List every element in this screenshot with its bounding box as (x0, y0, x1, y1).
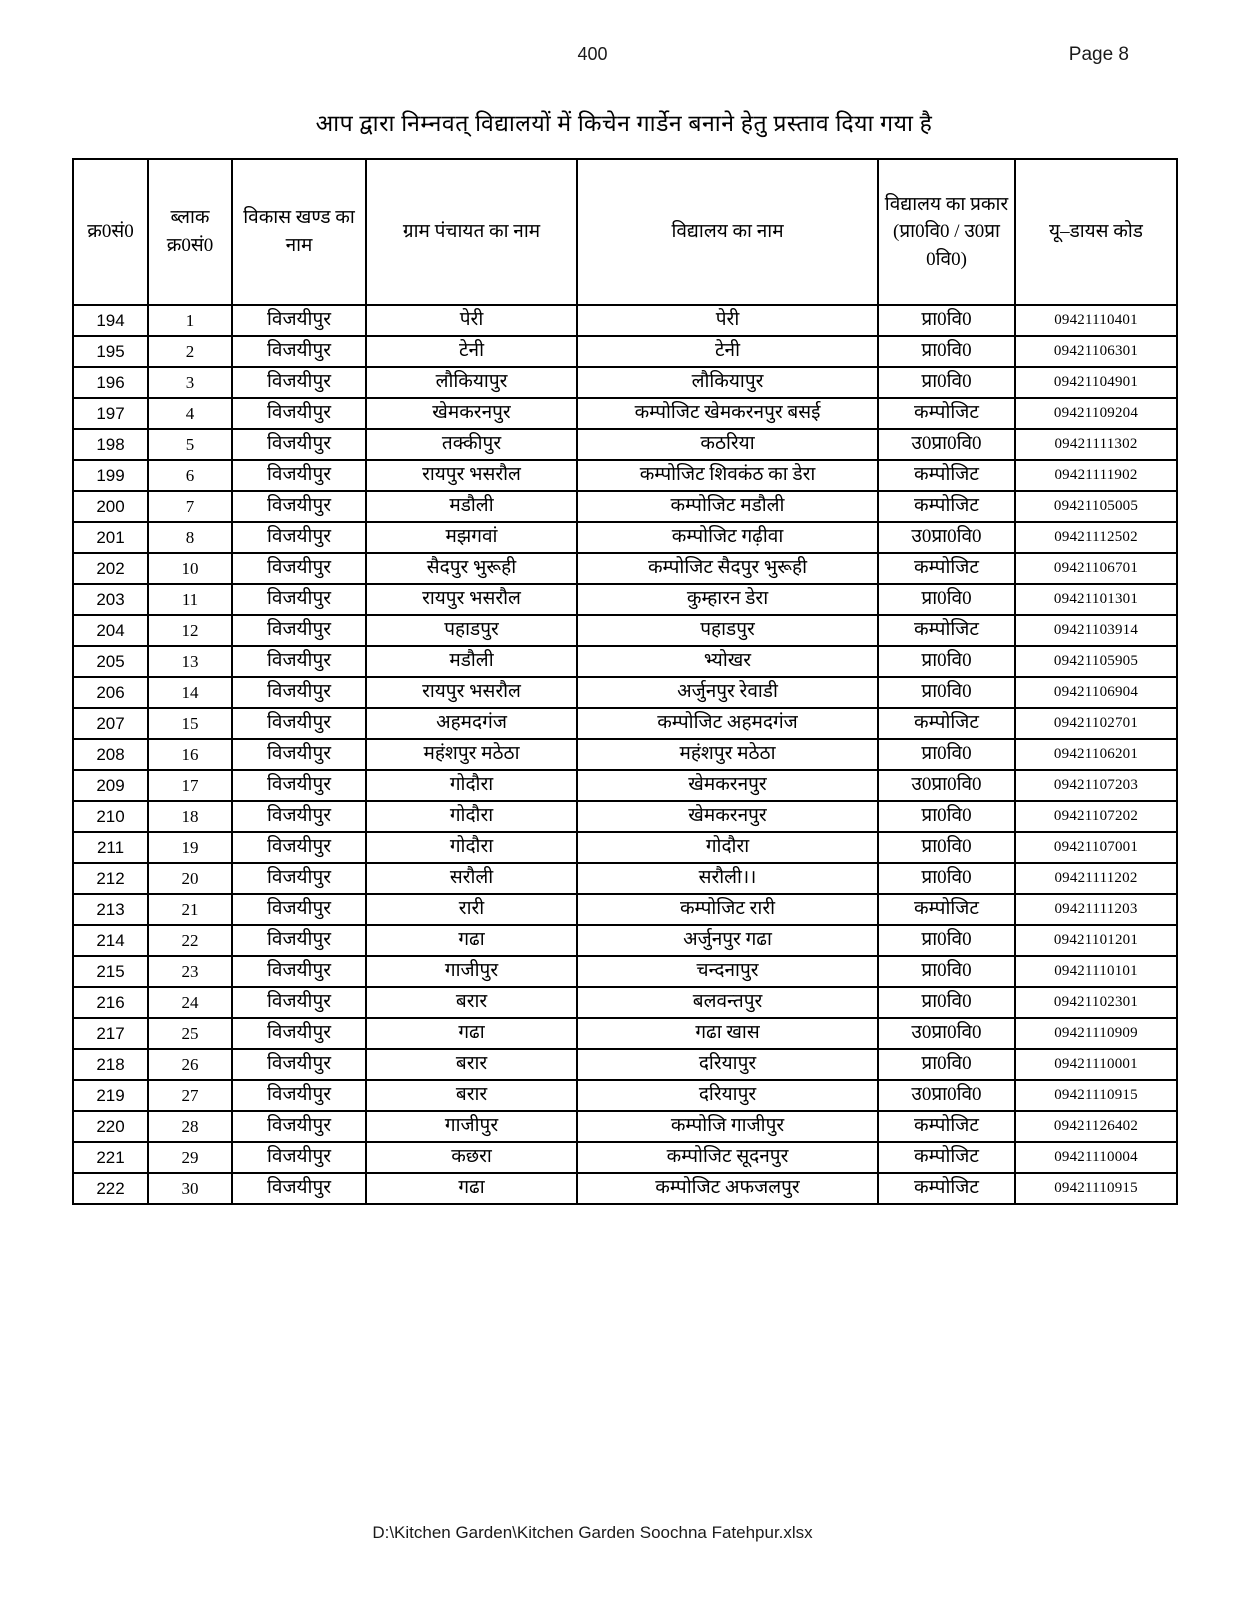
cell-school-name: गोदौरा (577, 832, 878, 863)
cell-gram-panchayat-name: गाजीपुर (366, 1111, 577, 1142)
cell-serial-no: 204 (73, 615, 148, 646)
cell-school-type: प्रा0वि0 (878, 956, 1015, 987)
cell-serial-no: 202 (73, 553, 148, 584)
cell-gram-panchayat-name: सरौली (366, 863, 577, 894)
cell-gram-panchayat-name: लौकियापुर (366, 367, 577, 398)
table-row (73, 522, 1177, 553)
cell-block-serial-no: 4 (148, 398, 232, 429)
cell-udise-code: 09421101201 (1015, 925, 1177, 956)
cell-block-name: विजयीपुर (232, 708, 366, 739)
cell-serial-no: 209 (73, 770, 148, 801)
cell-gram-panchayat-name: गाजीपुर (366, 956, 577, 987)
cell-school-type: प्रा0वि0 (878, 832, 1015, 863)
table-row (73, 770, 1177, 801)
cell-gram-panchayat-name: पहाडपुर (366, 615, 577, 646)
table-row (73, 1018, 1177, 1049)
cell-serial-no: 217 (73, 1018, 148, 1049)
cell-udise-code: 09421102301 (1015, 987, 1177, 1018)
cell-school-type: कम्पोजिट (878, 1111, 1015, 1142)
cell-school-type: उ0प्रा0वि0 (878, 1080, 1015, 1111)
cell-gram-panchayat-name: रायपुर भसरौल (366, 584, 577, 615)
cell-block-name: विजयीपुर (232, 460, 366, 491)
table-row (73, 1049, 1177, 1080)
cell-udise-code: 09421110909 (1015, 1018, 1177, 1049)
cell-school-type: उ0प्रा0वि0 (878, 429, 1015, 460)
cell-udise-code: 09421102701 (1015, 708, 1177, 739)
cell-block-name: विजयीपुर (232, 336, 366, 367)
cell-block-name: विजयीपुर (232, 801, 366, 832)
cell-gram-panchayat-name: गढा (366, 1173, 577, 1204)
cell-block-serial-no: 28 (148, 1111, 232, 1142)
cell-school-type: प्रा0वि0 (878, 1049, 1015, 1080)
cell-block-serial-no: 17 (148, 770, 232, 801)
cell-udise-code: 09421111902 (1015, 460, 1177, 491)
cell-block-serial-no: 5 (148, 429, 232, 460)
cell-block-serial-no: 18 (148, 801, 232, 832)
cell-block-serial-no: 13 (148, 646, 232, 677)
cell-udise-code: 09421110915 (1015, 1173, 1177, 1204)
cell-block-serial-no: 6 (148, 460, 232, 491)
cell-block-serial-no: 14 (148, 677, 232, 708)
column-header-school-type: विद्यालय का प्रकार (प्रा0वि0 / उ0प्रा 0वि0) (878, 159, 1015, 305)
cell-serial-no: 201 (73, 522, 148, 553)
cell-gram-panchayat-name: महंशपुर मठेठा (366, 739, 577, 770)
cell-serial-no: 208 (73, 739, 148, 770)
cell-gram-panchayat-name: खेमकरनपुर (366, 398, 577, 429)
cell-serial-no: 200 (73, 491, 148, 522)
cell-block-name: विजयीपुर (232, 832, 366, 863)
cell-school-name: पहाडपुर (577, 615, 878, 646)
cell-udise-code: 09421112502 (1015, 522, 1177, 553)
cell-block-serial-no: 2 (148, 336, 232, 367)
cell-school-type: कम्पोजिट (878, 553, 1015, 584)
cell-school-type: प्रा0वि0 (878, 336, 1015, 367)
cell-school-type: प्रा0वि0 (878, 584, 1015, 615)
cell-school-type: प्रा0वि0 (878, 987, 1015, 1018)
cell-school-name: कम्पोजिट सूदनपुर (577, 1142, 878, 1173)
cell-school-type: कम्पोजिट (878, 398, 1015, 429)
cell-block-serial-no: 3 (148, 367, 232, 398)
cell-gram-panchayat-name: टेनी (366, 336, 577, 367)
cell-udise-code: 09421106301 (1015, 336, 1177, 367)
cell-school-type: प्रा0वि0 (878, 801, 1015, 832)
table-row (73, 460, 1177, 491)
cell-school-type: कम्पोजिट (878, 894, 1015, 925)
cell-school-name: भ्योखर (577, 646, 878, 677)
cell-block-serial-no: 29 (148, 1142, 232, 1173)
cell-udise-code: 09421126402 (1015, 1111, 1177, 1142)
cell-school-type: प्रा0वि0 (878, 305, 1015, 336)
table-row (73, 987, 1177, 1018)
cell-block-name: विजयीपुर (232, 305, 366, 336)
cell-gram-panchayat-name: गोदौरा (366, 801, 577, 832)
cell-gram-panchayat-name: गढा (366, 1018, 577, 1049)
cell-block-serial-no: 11 (148, 584, 232, 615)
cell-school-name: महंशपुर मठेठा (577, 739, 878, 770)
cell-block-serial-no: 8 (148, 522, 232, 553)
cell-block-name: विजयीपुर (232, 1018, 366, 1049)
cell-udise-code: 09421107203 (1015, 770, 1177, 801)
cell-udise-code: 09421101301 (1015, 584, 1177, 615)
cell-block-name: विजयीपुर (232, 677, 366, 708)
cell-school-type: प्रा0वि0 (878, 925, 1015, 956)
cell-gram-panchayat-name: गोदौरा (366, 832, 577, 863)
cell-gram-panchayat-name: रारी (366, 894, 577, 925)
column-header-school-name: विद्यालय का नाम (577, 159, 878, 305)
cell-serial-no: 206 (73, 677, 148, 708)
cell-serial-no: 220 (73, 1111, 148, 1142)
table-row (73, 491, 1177, 522)
cell-gram-panchayat-name: बरार (366, 987, 577, 1018)
table-row (73, 1142, 1177, 1173)
cell-udise-code: 09421107001 (1015, 832, 1177, 863)
cell-school-name: कुम्हारन डेरा (577, 584, 878, 615)
cell-block-name: विजयीपुर (232, 429, 366, 460)
cell-serial-no: 211 (73, 832, 148, 863)
column-header-block-name: विकास खण्ड का नाम (232, 159, 366, 305)
cell-udise-code: 09421111302 (1015, 429, 1177, 460)
cell-school-type: कम्पोजिट (878, 1173, 1015, 1204)
cell-school-name: पेरी (577, 305, 878, 336)
cell-school-name: कम्पोजिट अफजलपुर (577, 1173, 878, 1204)
cell-school-name: दरियापुर (577, 1049, 878, 1080)
page-header (0, 44, 1237, 70)
table-row (73, 615, 1177, 646)
cell-school-type: कम्पोजिट (878, 708, 1015, 739)
cell-block-serial-no: 20 (148, 863, 232, 894)
cell-udise-code: 09421104901 (1015, 367, 1177, 398)
cell-block-serial-no: 26 (148, 1049, 232, 1080)
cell-block-serial-no: 15 (148, 708, 232, 739)
cell-block-name: विजयीपुर (232, 553, 366, 584)
cell-udise-code: 09421105905 (1015, 646, 1177, 677)
cell-gram-panchayat-name: मझगवां (366, 522, 577, 553)
cell-gram-panchayat-name: बरार (366, 1049, 577, 1080)
column-header-block-serial-no: ब्लाक क्र0सं0 (148, 159, 232, 305)
cell-gram-panchayat-name: गढा (366, 925, 577, 956)
cell-school-type: प्रा0वि0 (878, 367, 1015, 398)
cell-school-name: अर्जुनपुर गढा (577, 925, 878, 956)
table-row (73, 429, 1177, 460)
cell-gram-panchayat-name: गोदौरा (366, 770, 577, 801)
cell-block-serial-no: 22 (148, 925, 232, 956)
cell-serial-no: 219 (73, 1080, 148, 1111)
cell-school-type: कम्पोजिट (878, 460, 1015, 491)
cell-serial-no: 214 (73, 925, 148, 956)
cell-school-name: कम्पोजिट सैदपुर भुरूही (577, 553, 878, 584)
cell-udise-code: 09421111202 (1015, 863, 1177, 894)
cell-serial-no: 198 (73, 429, 148, 460)
cell-block-name: विजयीपुर (232, 1142, 366, 1173)
cell-block-name: विजयीपुर (232, 894, 366, 925)
cell-block-serial-no: 27 (148, 1080, 232, 1111)
cell-school-type: उ0प्रा0वि0 (878, 770, 1015, 801)
cell-block-name: विजयीपुर (232, 1111, 366, 1142)
cell-udise-code: 09421106904 (1015, 677, 1177, 708)
cell-school-name: कम्पोजिट रारी (577, 894, 878, 925)
table-row (73, 1111, 1177, 1142)
cell-serial-no: 196 (73, 367, 148, 398)
table-row (73, 1080, 1177, 1111)
cell-block-name: विजयीपुर (232, 863, 366, 894)
cell-school-type: उ0प्रा0वि0 (878, 1018, 1015, 1049)
cell-school-name: कम्पोजि गाजीपुर (577, 1111, 878, 1142)
cell-school-name: कम्पोजिट अहमदगंज (577, 708, 878, 739)
table-row (73, 894, 1177, 925)
table-row (73, 739, 1177, 770)
cell-block-name: विजयीपुर (232, 1049, 366, 1080)
cell-serial-no: 205 (73, 646, 148, 677)
cell-serial-no: 215 (73, 956, 148, 987)
cell-school-name: दरियापुर (577, 1080, 878, 1111)
cell-block-name: विजयीपुर (232, 491, 366, 522)
cell-block-serial-no: 1 (148, 305, 232, 336)
cell-school-type: कम्पोजिट (878, 615, 1015, 646)
document-title: आप द्वारा निम्नवत् विद्यालयों में किचेन गार्डेन बनाने हेतु प्रस्ताव दिया गया है (315, 111, 933, 136)
cell-udise-code: 09421106201 (1015, 739, 1177, 770)
cell-gram-panchayat-name: बरार (366, 1080, 577, 1111)
table-row (73, 646, 1177, 677)
cell-block-name: विजयीपुर (232, 1080, 366, 1111)
cell-school-type: प्रा0वि0 (878, 677, 1015, 708)
cell-serial-no: 216 (73, 987, 148, 1018)
table-row (73, 1173, 1177, 1204)
cell-block-serial-no: 30 (148, 1173, 232, 1204)
cell-school-type: कम्पोजिट (878, 491, 1015, 522)
cell-block-name: विजयीपुर (232, 987, 366, 1018)
table-row (73, 925, 1177, 956)
page-count: 400 (577, 44, 608, 64)
cell-gram-panchayat-name: मडौली (366, 491, 577, 522)
cell-serial-no: 222 (73, 1173, 148, 1204)
table-row (73, 832, 1177, 863)
cell-gram-panchayat-name: सैदपुर भुरूही (366, 553, 577, 584)
cell-block-name: विजयीपुर (232, 367, 366, 398)
cell-block-name: विजयीपुर (232, 770, 366, 801)
cell-school-name: कम्पोजिट शिवकंठ का डेरा (577, 460, 878, 491)
cell-block-name: विजयीपुर (232, 956, 366, 987)
cell-block-serial-no: 10 (148, 553, 232, 584)
table-body (73, 305, 1177, 1204)
column-header-udise-code: यू–डायस कोड (1015, 159, 1177, 305)
cell-serial-no: 212 (73, 863, 148, 894)
table-row (73, 863, 1177, 894)
cell-school-name: खेमकरनपुर (577, 801, 878, 832)
cell-block-name: विजयीपुर (232, 584, 366, 615)
cell-school-name: कम्पोजिट खेमकरनपुर बसई (577, 398, 878, 429)
cell-udise-code: 09421110915 (1015, 1080, 1177, 1111)
cell-udise-code: 09421105005 (1015, 491, 1177, 522)
cell-school-name: कठरिया (577, 429, 878, 460)
cell-gram-panchayat-name: रायपुर भसरौल (366, 460, 577, 491)
cell-serial-no: 213 (73, 894, 148, 925)
file-path-footer: D:\Kitchen Garden\Kitchen Garden Soochna Fatehpur.xlsx (372, 1523, 813, 1542)
cell-udise-code: 09421106701 (1015, 553, 1177, 584)
cell-block-name: विजयीपुर (232, 398, 366, 429)
cell-school-type: प्रा0वि0 (878, 739, 1015, 770)
cell-school-type: प्रा0वि0 (878, 863, 1015, 894)
table-row (73, 584, 1177, 615)
cell-serial-no: 221 (73, 1142, 148, 1173)
table-row (73, 336, 1177, 367)
column-header-gram-panchayat-name: ग्राम पंचायत का नाम (366, 159, 577, 305)
table-row (73, 677, 1177, 708)
cell-school-name: कम्पोजिट गढ़ीवा (577, 522, 878, 553)
cell-block-serial-no: 16 (148, 739, 232, 770)
cell-block-serial-no: 12 (148, 615, 232, 646)
schools-table (72, 158, 1178, 1205)
cell-school-name: कम्पोजिट मडौली (577, 491, 878, 522)
cell-udise-code: 09421103914 (1015, 615, 1177, 646)
cell-school-name: टेनी (577, 336, 878, 367)
cell-school-name: सरौली।। (577, 863, 878, 894)
cell-gram-panchayat-name: मडौली (366, 646, 577, 677)
cell-school-type: उ0प्रा0वि0 (878, 522, 1015, 553)
page-number: Page 8 (1068, 44, 1129, 65)
cell-udise-code: 09421110101 (1015, 956, 1177, 987)
cell-block-name: विजयीपुर (232, 615, 366, 646)
cell-udise-code: 09421111203 (1015, 894, 1177, 925)
cell-serial-no: 207 (73, 708, 148, 739)
table-row (73, 801, 1177, 832)
cell-serial-no: 218 (73, 1049, 148, 1080)
cell-block-serial-no: 21 (148, 894, 232, 925)
cell-serial-no: 194 (73, 305, 148, 336)
cell-gram-panchayat-name: अहमदगंज (366, 708, 577, 739)
table-row (73, 305, 1177, 336)
cell-school-name: बलवन्तपुर (577, 987, 878, 1018)
cell-school-name: खेमकरनपुर (577, 770, 878, 801)
table-row (73, 398, 1177, 429)
table-row (73, 956, 1177, 987)
cell-school-name: चन्दनापुर (577, 956, 878, 987)
cell-udise-code: 09421107202 (1015, 801, 1177, 832)
cell-block-name: विजयीपुर (232, 646, 366, 677)
cell-udise-code: 09421110001 (1015, 1049, 1177, 1080)
cell-block-name: विजयीपुर (232, 522, 366, 553)
cell-block-name: विजयीपुर (232, 925, 366, 956)
cell-gram-panchayat-name: पेरी (366, 305, 577, 336)
cell-school-type: प्रा0वि0 (878, 646, 1015, 677)
cell-serial-no: 195 (73, 336, 148, 367)
table-header-row (73, 159, 1177, 305)
cell-block-name: विजयीपुर (232, 739, 366, 770)
cell-block-serial-no: 23 (148, 956, 232, 987)
cell-serial-no: 203 (73, 584, 148, 615)
cell-block-serial-no: 25 (148, 1018, 232, 1049)
cell-gram-panchayat-name: कछरा (366, 1142, 577, 1173)
cell-block-serial-no: 19 (148, 832, 232, 863)
cell-school-name: गढा खास (577, 1018, 878, 1049)
cell-gram-panchayat-name: रायपुर भसरौल (366, 677, 577, 708)
table-row (73, 708, 1177, 739)
cell-school-name: अर्जुनपुर रेवाडी (577, 677, 878, 708)
cell-udise-code: 09421110004 (1015, 1142, 1177, 1173)
cell-udise-code: 09421110401 (1015, 305, 1177, 336)
cell-serial-no: 197 (73, 398, 148, 429)
table-row (73, 367, 1177, 398)
table-row (73, 553, 1177, 584)
cell-serial-no: 199 (73, 460, 148, 491)
column-header-serial-no: क्र0सं0 (73, 159, 148, 305)
cell-block-name: विजयीपुर (232, 1173, 366, 1204)
cell-block-serial-no: 7 (148, 491, 232, 522)
cell-block-serial-no: 24 (148, 987, 232, 1018)
cell-serial-no: 210 (73, 801, 148, 832)
cell-gram-panchayat-name: तक्कीपुर (366, 429, 577, 460)
table-header-row (73, 159, 1177, 305)
cell-school-name: लौकियापुर (577, 367, 878, 398)
cell-udise-code: 09421109204 (1015, 398, 1177, 429)
cell-school-type: कम्पोजिट (878, 1142, 1015, 1173)
